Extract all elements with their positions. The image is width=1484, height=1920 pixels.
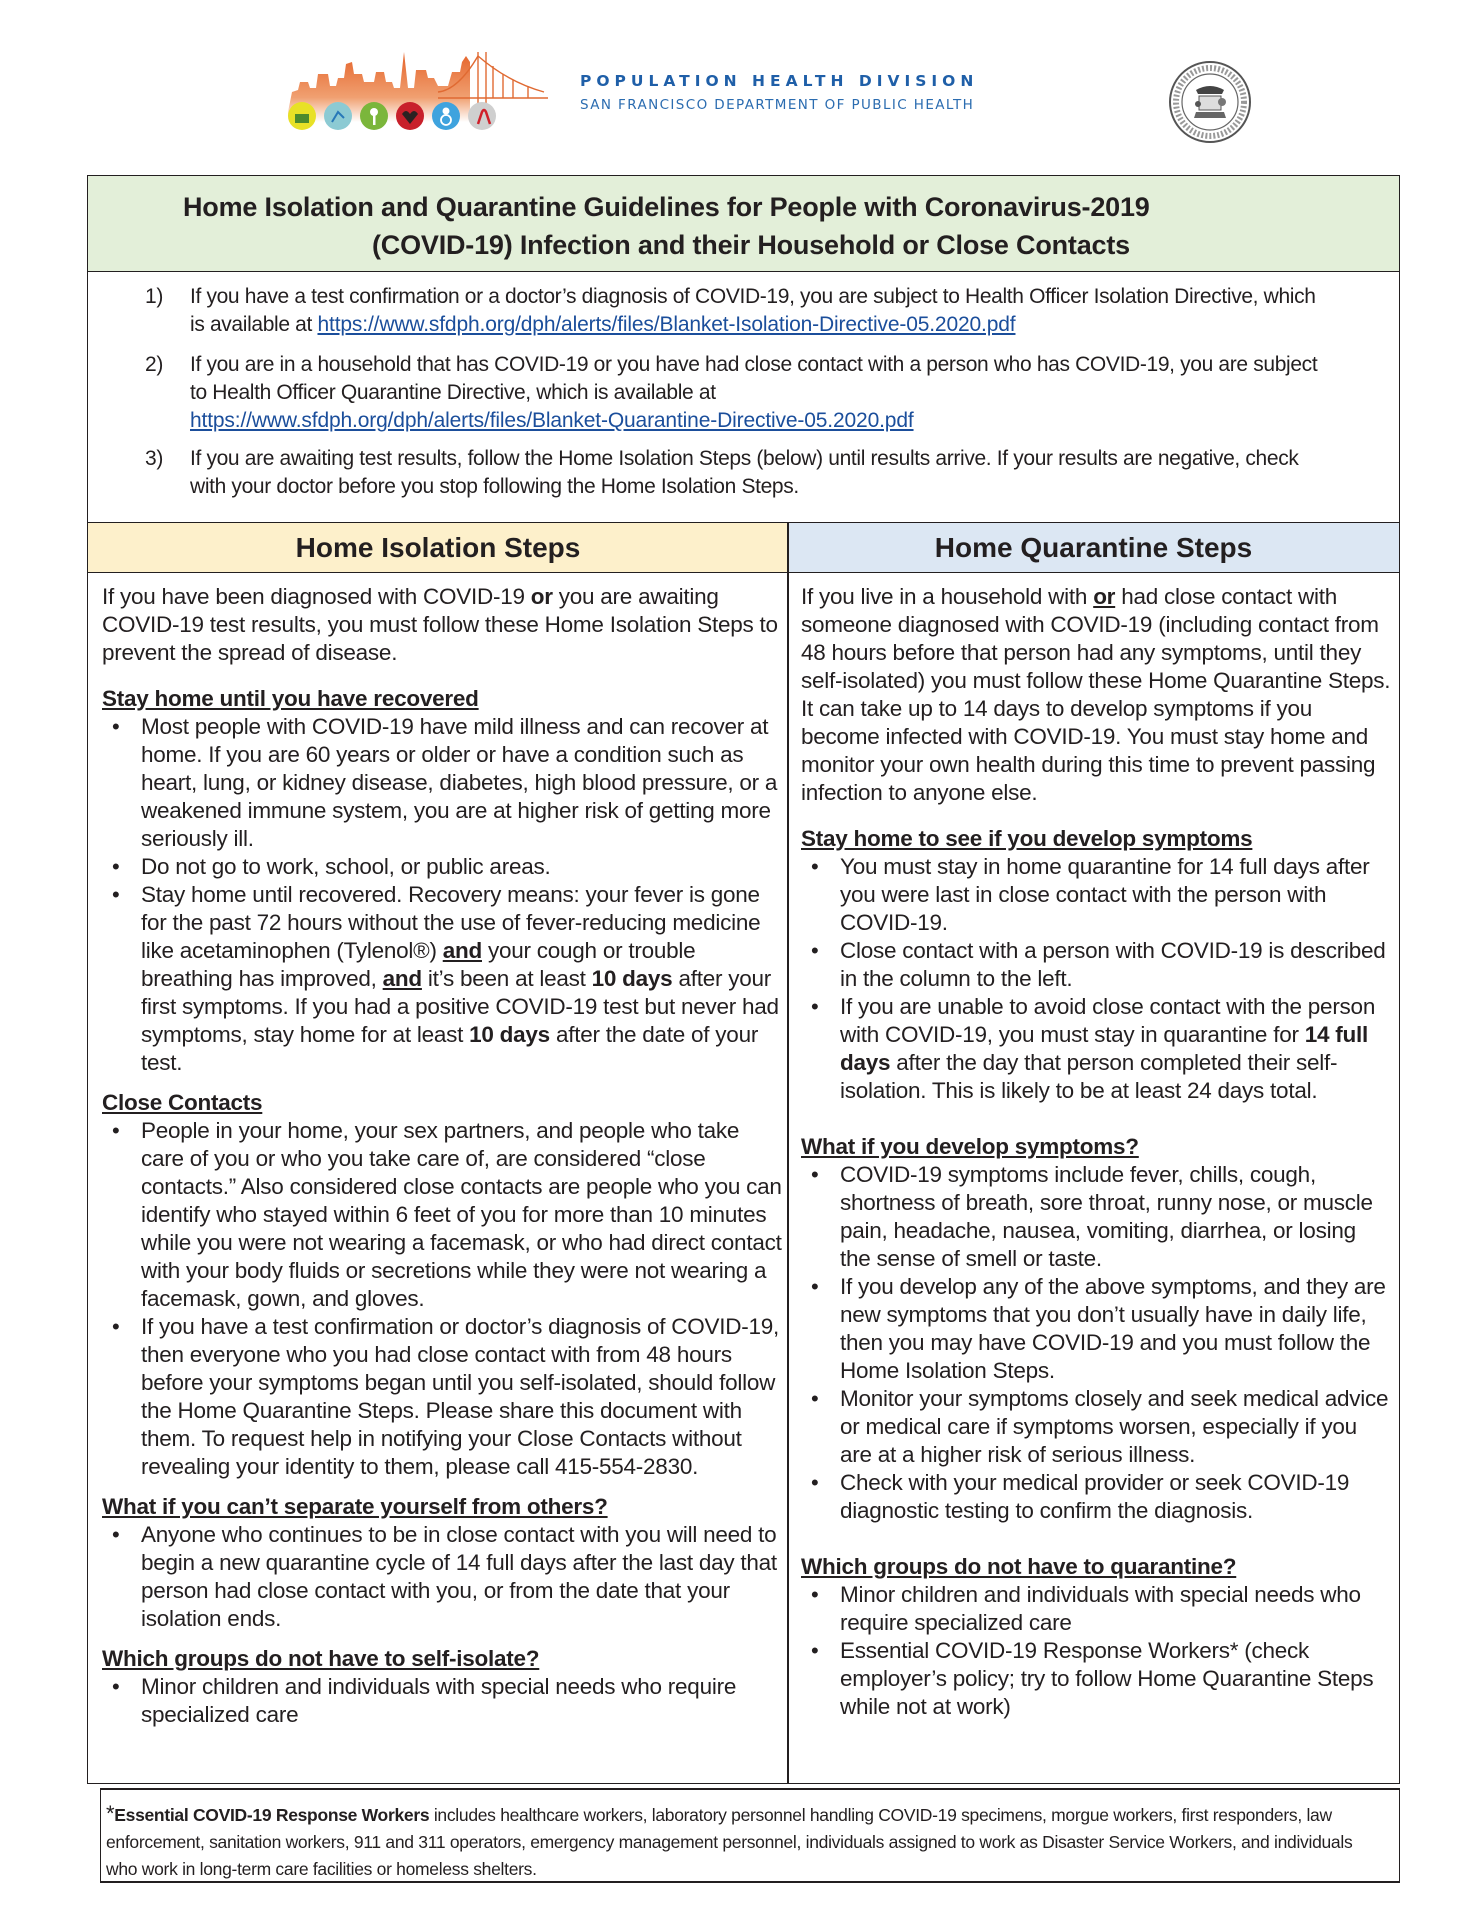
item-number: 1): [145, 285, 163, 308]
list-item: • If you are unable to avoid close contact with the person with COVID-19, you must stay in quarantine for 14 full days after the day that person completed their self-isolation. This is likely to be at least 24 days total.: [840, 993, 1391, 1105]
quarantine-steps-column: [801, 583, 1391, 1733]
list-item: • Stay home until recovered. Recovery means: your fever is gone for the past 72 hours without the use of fever-reducing medicine like acetaminophen (Tylenol®) and your cough or trouble breathing has improved, and it’s been at least 10 days after your first symptoms. If you had a positive COVID-19 test but never had symptoms, stay home for at least 10 days after the date of your test.: [141, 881, 782, 1077]
isolation-steps-column: [102, 583, 782, 1741]
section-heading: Which groups do not have to quarantine?: [801, 1554, 1237, 1579]
footnote-box: [100, 1788, 1400, 1883]
stay-home-list: [801, 853, 1391, 1105]
intro-text: If you are awaiting test results, follow the Home Isolation Steps (below) until results arrive. If your results are negative, check with your doctor before you stop following the Home Isolation Steps.: [190, 447, 1299, 498]
intro-text: If you are in a household that has COVID-19 or you have had close contact with a person who has COVID-19, you are subject to Health Officer Quarantine Directive, which is available at: [190, 353, 1318, 404]
intro-text: If you have a test confirmation or a doctor’s diagnosis of COVID-19, you are subject to Health Officer Isolation Directive, which is available at: [190, 285, 1316, 336]
cant-separate-list: [102, 1521, 782, 1633]
intro-item: [145, 283, 1325, 339]
section-heading: Stay home to see if you develop symptoms: [801, 826, 1253, 851]
runner-icon: [324, 102, 352, 130]
list-item: • If you develop any of the above symptoms, and they are new symptoms that you don’t usually have in daily life, then you may have COVID-19 and you must follow the Home Isolation Steps.: [840, 1273, 1391, 1385]
quarantine-steps-heading: Home Quarantine Steps: [788, 523, 1399, 573]
item-number: 3): [145, 447, 163, 470]
quarantine-exempt-list: [801, 1581, 1391, 1721]
stay-home-list: [102, 713, 782, 1077]
organization-name: [580, 72, 978, 113]
quarantine-intro: If you live in a household with or had close contact with someone diagnosed with COVID-19 (including contact from 48 hours before that person had any symptoms, until they self-isolated) you must follow these Home Quarantine Steps. It can take up to 14 days to develop symptoms if you become infected with COVID-19. You must stay home and monitor your own health during this time to prevent passing infection to anyone else.: [801, 584, 1391, 805]
division-name: POPULATION HEALTH DIVISION: [580, 72, 979, 90]
intro-item: [145, 351, 1325, 435]
footnote-text: *Essential COVID-19 Response Workers includes healthcare workers, laboratory personnel handling COVID-19 specimens, morgue workers, first responders, law enforcement, sanitation workers, 911 and 311 operators, emergency management personnel, individuals assigned to work as Disaster Service Workers, and individuals who work in long-term care facilities or homeless shelters.: [106, 1801, 1353, 1879]
list-item: • Close contact with a person with COVID-19 is described in the column to the left.: [840, 937, 1391, 993]
steps-table: [87, 522, 1400, 1784]
list-item: • Monitor your symptoms closely and seek medical advice or medical care if symptoms worsen, especially if you are at a higher risk of serious illness.: [840, 1385, 1391, 1469]
list-item: • Essential COVID-19 Response Workers* (check employer’s policy; try to follow Home Quarantine Steps while not at work): [840, 1637, 1391, 1721]
list-item: • Check with your medical provider or seek COVID-19 diagnostic testing to confirm the diagnosis.: [840, 1469, 1391, 1525]
section-heading: What if you develop symptoms?: [801, 1134, 1139, 1159]
isolation-steps-heading: Home Isolation Steps: [88, 523, 788, 573]
item-number: 2): [145, 353, 163, 376]
city-seal-icon: [1168, 60, 1252, 144]
ribbon-icon: [468, 102, 496, 130]
list-item: • COVID-19 symptoms include fever, chills, cough, shortness of breath, sore throat, runny nose, or muscle pain, headache, nausea, vomiting, diarrhea, or losing the sense of smell or taste.: [840, 1161, 1391, 1273]
document-title-box: [87, 175, 1400, 272]
intro-item: [145, 445, 1325, 501]
list-item: • Anyone who continues to be in close contact with you will need to begin a new quarantine cycle of 14 full days after the last day that person had close contact with you, or from the date that your isolation ends.: [141, 1521, 782, 1633]
list-item: • You must stay in home quarantine for 14 full days after you were last in close contact with the person with COVID-19.: [840, 853, 1391, 937]
document-title-line-2: (COVID-19) Infection and their Household or Close Contacts: [372, 230, 1130, 260]
section-heading: Which groups do not have to self-isolate?: [102, 1646, 540, 1671]
section-heading: Stay home until you have recovered: [102, 686, 479, 711]
list-item: • People in your home, your sex partners, and people who take care of you or who you take care of, are considered “close contacts.” Also considered close contacts are people who you can identify who stayed within 6 feet of you for more than 10 minutes while you were not wearing a facemask, or who had direct contact with your body fluids or secretions while they were not wearing a facemask, gown, and gloves.: [141, 1117, 782, 1313]
symptoms-list: [801, 1161, 1391, 1525]
quarantine-directive-link[interactable]: https://www.sfdph.org/dph/alerts/files/Blanket-Quarantine-Directive-05.2020.pdf: [190, 409, 914, 432]
department-name: SAN FRANCISCO DEPARTMENT OF PUBLIC HEALTH: [580, 97, 975, 113]
column-divider: [787, 523, 789, 1783]
section-heading: Close Contacts: [102, 1090, 263, 1115]
intro-list: [87, 271, 1400, 524]
close-contacts-list: [102, 1117, 782, 1481]
list-item: • Minor children and individuals with special needs who require specialized care: [141, 1673, 782, 1729]
population-health-logo: [288, 52, 568, 138]
self-isolate-exempt-list: [102, 1673, 782, 1729]
section-heading: What if you can’t separate yourself from others?: [102, 1494, 608, 1519]
isolation-intro: If you have been diagnosed with COVID-19 or you are awaiting COVID-19 test results, you must follow these Home Isolation Steps to prevent the spread of disease.: [102, 584, 778, 665]
list-item: • Minor children and individuals with special needs who require specialized care: [840, 1581, 1391, 1637]
isolation-directive-link[interactable]: https://www.sfdph.org/dph/alerts/files/Blanket-Isolation-Directive-05.2020.pdf: [317, 313, 1016, 336]
document-title-line-1: Home Isolation and Quarantine Guidelines for People with Coronavirus-2019: [183, 192, 1150, 222]
list-item: • If you have a test confirmation or doctor’s diagnosis of COVID-19, then everyone who you had close contact with from 48 hours before your symptoms began until you self-isolated, should follow the Home Quarantine Steps. Please share this document with them. To request help in notifying your Close Contacts without revealing your identity to them, please call 415-554-2830.: [141, 1313, 782, 1481]
list-item: • Most people with COVID-19 have mild illness and can recover at home. If you are 60 years or older or have a condition such as heart, lung, or kidney disease, diabetes, high blood pressure, or a weakened immune system, you are at higher risk of getting more seriously ill.: [141, 713, 782, 853]
list-item: • Do not go to work, school, or public areas.: [141, 853, 782, 881]
page-header: [0, 0, 1484, 170]
